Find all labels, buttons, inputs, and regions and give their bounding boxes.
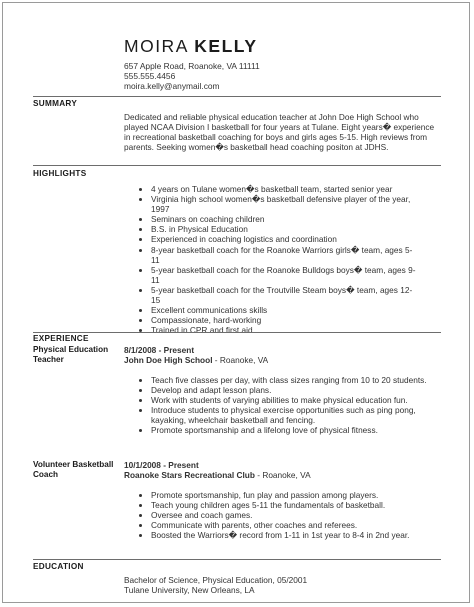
job-duties: [124, 490, 442, 540]
experience-heading: EXPERIENCE: [33, 334, 89, 343]
highlight-item: • Compassionate, hard-working: [151, 315, 420, 325]
duty-item: • Communicate with parents, other coaches and referees.: [151, 520, 442, 530]
summary-text: Dedicated and reliable physical education teacher at John Doe High School who played NCAA Division I basketball for four years at Tulane. Eight years� experience in recreational basketball coaching for boys and girls ages 5-15. High reviews from parents. Seeking women�s basketball head coaching positon at JDHS.: [124, 112, 435, 153]
job-company: John Doe High School: [124, 355, 213, 365]
email: moira.kelly@anymail.com: [124, 81, 220, 92]
highlights-heading: HIGHLIGHTS: [33, 169, 87, 178]
highlight-item: • 8-year basketball coach for the Roanoke Warriors girls� team, ages 5-11: [151, 245, 420, 265]
duty-item: • Introduce students to physical exercise opportunities such as ping pong, kayaking, wheelchair basketball and fencing.: [151, 405, 442, 425]
job-header: [124, 460, 442, 480]
duty-item: • Teach young children ages 5-11 the fundamentals of basketball.: [151, 500, 442, 510]
summary-divider: [33, 96, 441, 97]
highlight-item: • 5-year basketball coach for the Roanoke Bulldogs boys� team, ages 9-11: [151, 265, 420, 285]
job-location: - Roanoke, VA: [254, 470, 311, 480]
duty-item: • Boosted the Warriors� record from 1-11 in 1st year to 8-4 in 2nd year.: [151, 530, 442, 540]
highlights-divider: [33, 165, 441, 166]
candidate-name: [124, 36, 454, 56]
job-location: - Roanoke, VA: [212, 355, 269, 365]
highlight-item: • 4 years on Tulane women�s basketball team, started senior year: [151, 184, 420, 194]
phone: 555.555.4456: [124, 71, 176, 82]
first-name: MOIRA: [124, 36, 188, 56]
duty-item: • Develop and adapt lesson plans.: [151, 385, 442, 395]
highlight-item: • Excellent communications skills: [151, 305, 420, 315]
education-divider: [33, 559, 441, 560]
job-title: Volunteer Basketball Coach: [33, 460, 114, 479]
job-entry: [124, 345, 442, 436]
duty-item: • Work with students of varying abilities to make physical education fun.: [151, 395, 442, 405]
highlight-item: • B.S. in Physical Education: [151, 224, 420, 234]
highlights-section: [124, 184, 420, 335]
education-heading: EDUCATION: [33, 562, 84, 571]
job-duties: [124, 375, 442, 436]
highlights-list: [124, 184, 420, 335]
resume-header: [124, 36, 454, 92]
summary-heading: SUMMARY: [33, 99, 78, 108]
highlight-item: • 5-year basketball coach for the Troutville Steam boys� team, ages 12-15: [151, 285, 420, 305]
duty-item: • Promote sportsmanship, fun play and passion among players.: [151, 490, 442, 500]
experience-divider: [33, 332, 441, 333]
highlight-item: • Experienced in coaching logistics and coordination: [151, 234, 420, 244]
job-dates: 8/1/2008 - Present: [124, 345, 195, 355]
job-company: Roanoke Stars Recreational Club: [124, 470, 255, 480]
job-entry: [124, 460, 442, 540]
job-title: Physical Education Teacher: [33, 345, 109, 364]
highlight-item: • Virginia high school women�s basketball defensive player of the year, 1997: [151, 194, 420, 214]
job-dates: 10/1/2008 - Present: [124, 460, 199, 470]
duty-item: • Oversee and coach games.: [151, 510, 442, 520]
degree: Bachelor of Science, Physical Education, 05/2001: [124, 575, 308, 585]
address: 657 Apple Road, Roanoke, VA 11111: [124, 61, 260, 71]
highlight-item: • Trained in CPR and first aid: [151, 325, 420, 335]
contact-info: [124, 61, 454, 92]
education-details: [124, 575, 442, 595]
duty-item: • Teach five classes per day, with class sizes ranging from 10 to 20 students.: [151, 375, 442, 385]
job-header: [124, 345, 442, 365]
school: Tulane University, New Orleans, LA: [124, 585, 255, 596]
duty-item: • Promote sportsmanship and a lifelong love of physical fitness.: [151, 425, 442, 435]
highlight-item: • Seminars on coaching children: [151, 214, 420, 224]
last-name: KELLY: [194, 36, 258, 56]
